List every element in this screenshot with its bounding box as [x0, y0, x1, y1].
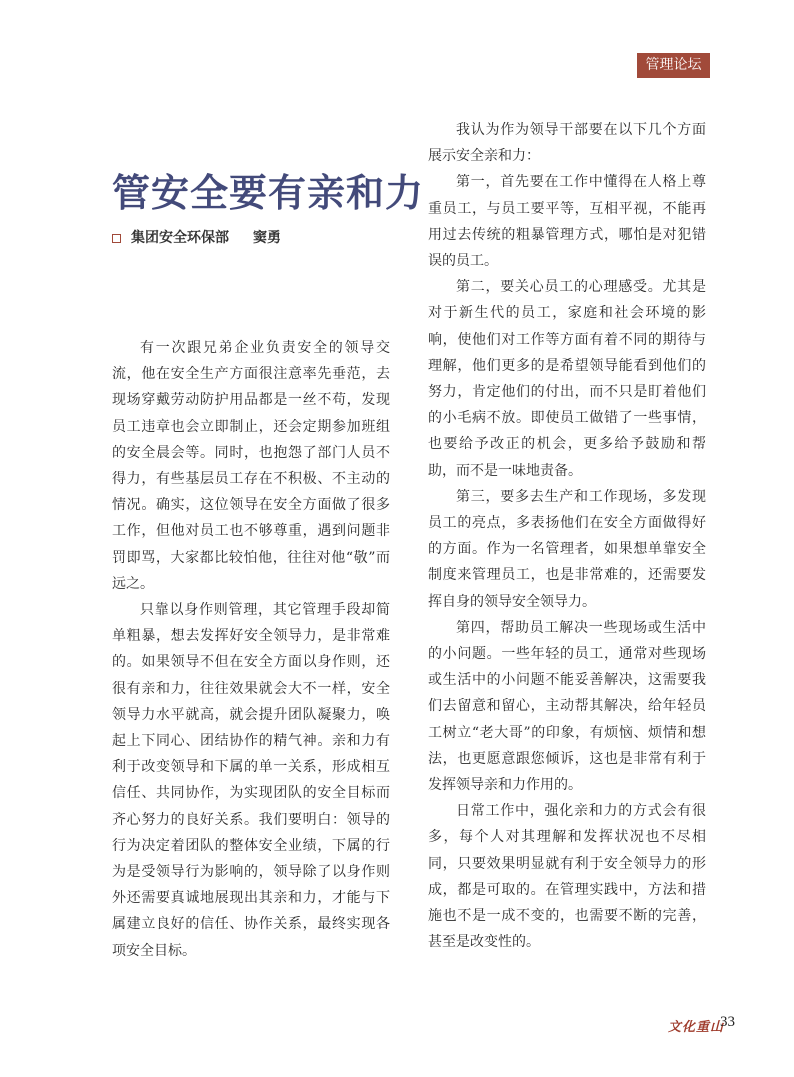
byline — [112, 228, 281, 248]
magazine-logo: 文化重山 — [668, 1020, 725, 1035]
paragraph: 日常工作中，强化亲和力的方式会有很多，每个人对其理解和发挥状况也不尽相同，只要效果明显就有利于安全领导力的形成，都是可取的。在管理实践中，方法和措施也不是一成不变的，也需要不断的完善，甚至是改变性的。 — [428, 803, 706, 951]
paragraph: 第三，要多去生产和工作现场，多发现员工的亮点，多表扬他们在安全方面做得好的方面。作为一名管理者，如果想单靠安全制度来管理员工，也是非常难的，还需要发挥自身的领导安全领导力。 — [428, 488, 706, 610]
paragraph: 我认为作为领导干部要在以下几个方面展示安全亲和力： — [428, 122, 706, 165]
page-number: 33 — [720, 1014, 735, 1030]
paragraph: 有一次跟兄弟企业负责安全的领导交流，他在安全生产方面很注意率先垂范，去现场穿戴劳动防护用品都是一丝不苟，发现员工违章也会立即制止，还会定期参加班组的安全晨会等。同时，也抱怨了部门人员不得力，有些基层员工存在不积极、不主动的情况。确实，这位领导在安全方面做了很多工作，但他对员工也不够尊重，遇到问题非罚即骂，大家都比较怕他，往往对他“敬”而远之。 — [112, 340, 390, 592]
right-column — [428, 117, 706, 956]
paragraph: 只靠以身作则管理，其它管理手段却简单粗暴，想去发挥好安全领导力，是非常难的。如果领导不但在安全方面以身作则，还很有亲和力，往往效果就会大不一样，安全领导力水平就高，就会提升团队凝聚力，唤起上下同心、团结协作的精气神。亲和力有利于改变领导和下属的单一关系，形成相互信任、共同协作，为实现团队的安全目标而齐心努力的良好关系。我们要明白：领导的行为决定着团队的整体安全业绩，下属的行为是受领导行为影响的，领导除了以身作则外还需要真诚地展现出其亲和力，才能与下属建立良好的信任、协作关系，最终实现各项安全目标。 — [112, 602, 390, 959]
article-title: 管安全要有亲和力 — [112, 171, 425, 215]
square-bullet-icon — [112, 234, 121, 243]
paragraph: 第一，首先要在工作中懂得在人格上尊重员工，与员工要平等，互相平视，不能再用过去传统的粗暴管理方式，哪怕是对犯错误的员工。 — [428, 174, 706, 270]
author-name: 窦勇 — [253, 230, 281, 246]
department-label: 集团安全环保部 — [131, 230, 229, 246]
left-column — [112, 335, 390, 964]
paragraph: 第二，要关心员工的心理感受。尤其是对于新生代的员工，家庭和社会环境的影响，使他们对工作等方面有着不同的期待与理解，他们更多的是希望领导能看到他们的努力，肯定他们的付出，而不只是盯着他们的小毛病不放。即使员工做错了一些事情，也要给予改正的机会，更多给予鼓励和帮助，而不是一味地责备。 — [428, 279, 706, 479]
paragraph: 第四，帮助员工解决一些现场或生活中的小问题。一些年轻的员工，通常对些现场或生活中的小问题不能妥善解决，这需要我们去留意和留心，主动帮其解决，给年轻员工树立“老大哥”的印象，有烦恼、烦情和想法，也更愿意跟您倾诉，这也是非常有利于发挥领导亲和力作用的。 — [428, 619, 706, 794]
section-tag: 管理论坛 — [637, 53, 710, 78]
